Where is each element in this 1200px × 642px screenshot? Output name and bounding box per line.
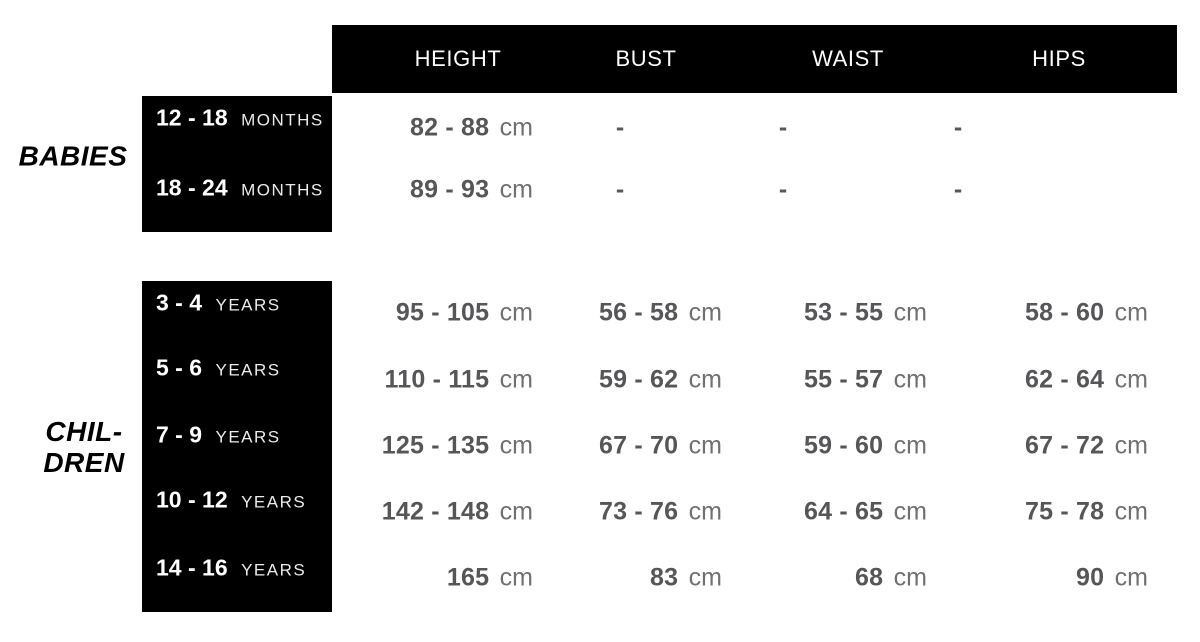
babies-row1-height-cell — [340, 175, 533, 204]
measurement-value: 53 - 55 — [803, 298, 884, 327]
measurement-value: 59 - 60 — [803, 431, 884, 460]
measurement-value: 58 - 60 — [1024, 298, 1105, 327]
age-unit: YEARS — [241, 492, 307, 512]
measurement-value: 125 - 135 — [381, 431, 490, 460]
babies-row0-bust-dash: - — [615, 113, 625, 142]
measurement-value: 59 - 62 — [598, 365, 679, 394]
measurement-value: 142 - 148 — [381, 497, 490, 526]
measurement-unit: cm — [499, 431, 533, 460]
children-row1-hips-cell — [966, 365, 1148, 394]
age-range: 14 - 16 — [156, 554, 228, 581]
children-row3-waist-cell — [745, 497, 927, 526]
header-height: HEIGHT — [414, 46, 502, 71]
children-row0-waist-cell — [745, 298, 927, 327]
children-category-line2: DREN — [43, 447, 125, 478]
measurement-value: 55 - 57 — [803, 365, 884, 394]
babies-row0-height-cell — [340, 113, 533, 142]
measurement-unit: cm — [688, 298, 722, 327]
age-label-children-row2 — [156, 421, 281, 448]
measurement-value: 95 - 105 — [395, 298, 490, 327]
age-label-children-row1 — [156, 354, 281, 381]
age-range: 5 - 6 — [156, 354, 203, 381]
measurement-unit: cm — [688, 497, 722, 526]
age-unit: YEARS — [215, 427, 281, 447]
children-row3-bust-cell — [540, 497, 722, 526]
measurement-value: 90 — [1076, 563, 1105, 592]
measurement-value: 110 - 115 — [384, 365, 490, 394]
age-label-babies-row1 — [156, 174, 324, 201]
children-row2-height-cell — [340, 431, 533, 460]
measurement-unit: cm — [893, 365, 927, 394]
children-row1-bust-cell — [540, 365, 722, 394]
measurement-unit: cm — [893, 497, 927, 526]
children-row2-waist-cell — [745, 431, 927, 460]
measurement-value: 73 - 76 — [598, 497, 679, 526]
age-label-children-row4 — [156, 554, 307, 581]
age-range: 3 - 4 — [156, 289, 203, 316]
children-row1-waist-cell — [745, 365, 927, 394]
measurement-unit: cm — [688, 365, 722, 394]
measurement-unit: cm — [688, 563, 722, 592]
measurement-unit: cm — [499, 563, 533, 592]
children-row0-hips-cell — [966, 298, 1148, 327]
children-row4-hips-cell — [966, 563, 1148, 592]
age-unit: YEARS — [215, 295, 281, 315]
children-row1-height-cell — [340, 365, 533, 394]
measurement-unit: cm — [1114, 298, 1148, 327]
age-unit: YEARS — [241, 560, 307, 580]
age-range: 12 - 18 — [156, 104, 228, 131]
measurement-unit: cm — [893, 431, 927, 460]
measurement-value: 56 - 58 — [598, 298, 679, 327]
measurement-unit: cm — [499, 113, 533, 142]
measurement-unit: cm — [1114, 563, 1148, 592]
children-row2-hips-cell — [966, 431, 1148, 460]
babies-row1-waist-dash: - — [778, 175, 788, 204]
children-category-line1: CHIL- — [45, 416, 123, 447]
babies-row0-waist-dash: - — [778, 113, 788, 142]
children-category-label — [43, 416, 124, 478]
children-row3-height-cell — [340, 497, 533, 526]
measurement-unit: cm — [499, 175, 533, 204]
measurement-unit: cm — [688, 431, 722, 460]
children-row4-bust-cell — [540, 563, 722, 592]
header-waist: WAIST — [812, 46, 884, 71]
babies-row1-bust-dash: - — [615, 175, 625, 204]
measurement-unit: cm — [499, 497, 533, 526]
measurement-unit: cm — [1114, 431, 1148, 460]
measurement-unit: cm — [499, 298, 533, 327]
measurement-value: 83 — [650, 563, 679, 592]
measurement-unit: cm — [893, 563, 927, 592]
children-row4-height-cell — [340, 563, 533, 592]
measurement-value: 68 — [855, 563, 884, 592]
babies-category-label — [19, 141, 128, 172]
age-unit: MONTHS — [241, 110, 324, 130]
measurement-value: 82 - 88 — [409, 113, 490, 142]
header-hips: HIPS — [1032, 46, 1086, 71]
age-range: 10 - 12 — [156, 486, 228, 513]
age-label-babies-row0 — [156, 104, 324, 131]
age-unit: MONTHS — [241, 180, 324, 200]
measurement-unit: cm — [1114, 365, 1148, 394]
age-range: 18 - 24 — [156, 174, 228, 201]
age-unit: YEARS — [215, 360, 281, 380]
measurement-value: 165 — [446, 563, 490, 592]
measurement-unit: cm — [1114, 497, 1148, 526]
children-row3-hips-cell — [966, 497, 1148, 526]
measurement-value: 67 - 72 — [1024, 431, 1105, 460]
children-row0-height-cell — [340, 298, 533, 327]
children-row0-bust-cell — [540, 298, 722, 327]
measurement-value: 64 - 65 — [803, 497, 884, 526]
measurement-value: 62 - 64 — [1024, 365, 1105, 394]
age-label-children-row0 — [156, 289, 281, 316]
babies-row0-hips-dash: - — [953, 113, 963, 142]
measurement-value: 75 - 78 — [1024, 497, 1105, 526]
header-bust: BUST — [615, 46, 677, 71]
babies-category-text: BABIES — [18, 140, 128, 172]
measurement-unit: cm — [893, 298, 927, 327]
measurement-value: 89 - 93 — [409, 175, 490, 204]
measurement-value: 67 - 70 — [598, 431, 679, 460]
children-row4-waist-cell — [745, 563, 927, 592]
measurement-unit: cm — [499, 365, 533, 394]
children-row2-bust-cell — [540, 431, 722, 460]
babies-row1-hips-dash: - — [953, 175, 963, 204]
age-range: 7 - 9 — [156, 421, 203, 448]
age-label-children-row3 — [156, 486, 307, 513]
